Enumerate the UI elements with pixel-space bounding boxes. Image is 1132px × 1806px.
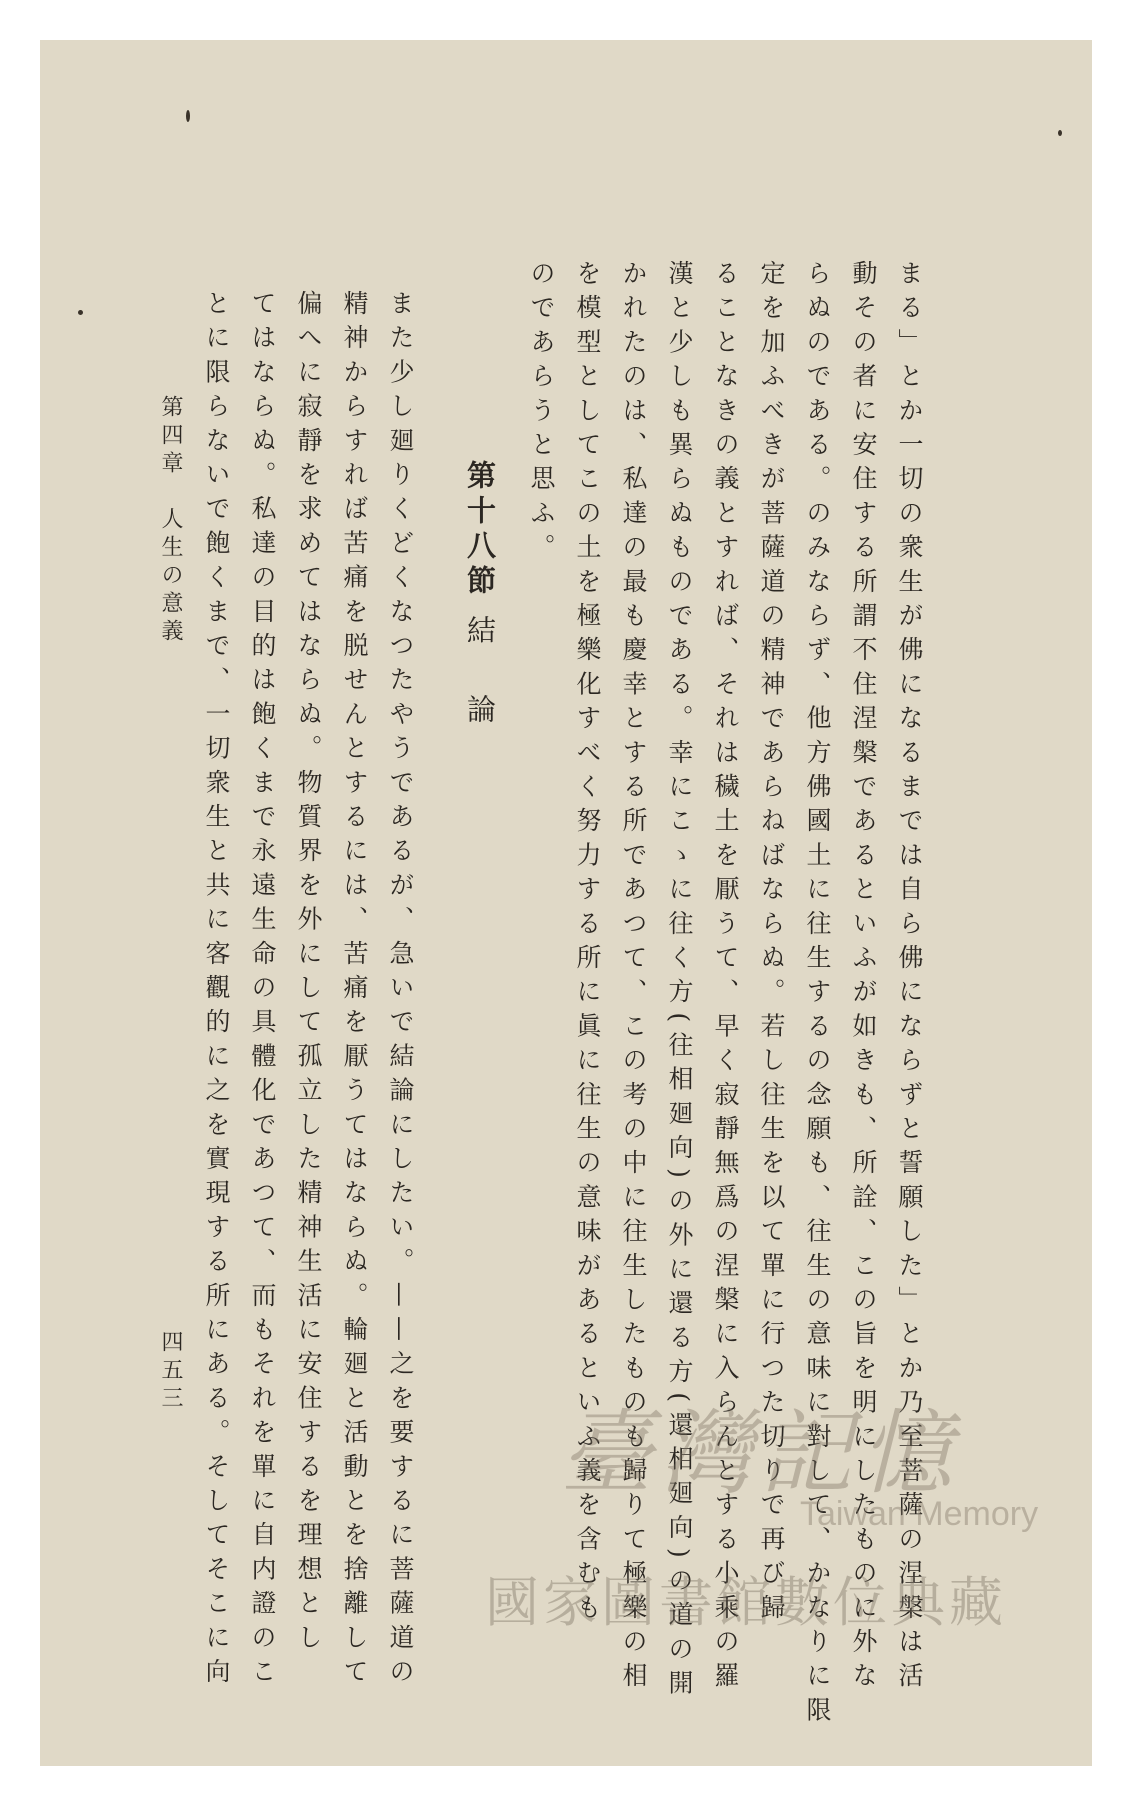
text-column-5: ることなきの義とすれば、それは穢土を厭うて、早く寂靜無爲の涅槃に入らんとする小乘の羅 [711,260,740,1697]
text-column-6: 漢と少しも異らぬものである。幸にこゝに往く方(往相廻向)の外に還る方(還相廻向)の道の開 [665,260,694,1704]
section-heading: 第十八節 [463,460,497,600]
text-column-1: まる」とか一切の衆生が佛になるまでは自ら佛にならずと誓願した」とか乃至菩薩の涅槃は活 [895,260,924,1697]
page-number: 四五三 [158,1330,183,1414]
text-column-10: また少し廻りくどくなつたやうであるが、急いで結論にしたい。——之を要するに菩薩道の [386,290,415,1693]
text-column-11: 精神からすれば苦痛を脱せんとするには、苦痛を厭うてはならぬ。輪廻と活動とを捨離して [340,290,369,1693]
running-footer: 第四章 人生の意義 [158,395,183,647]
scanned-page [40,40,1092,1766]
text-column-3: らぬのである。のみならず、他方佛國土に往生するの念願も、往生の意味に對して、かなりに限 [803,260,832,1731]
section-title: 結論 [463,615,497,773]
text-column-2: 動その者に安住する所謂不住涅槃であるといふが如きも、所詮、この旨を明にしたものに外な [849,260,878,1697]
watermark-logo: 臺灣記憶 [560,1400,961,1507]
watermark-institution: 國家圖書館數位典藏 [485,1573,1007,1633]
scan-speck [186,110,190,122]
text-column-8: を模型としてこの土を極樂化すべく努力する所に眞に往生の意味があるといふ義を含むも [573,260,602,1628]
watermark-english: Taiwan Memory [800,1495,1039,1533]
text-column-13: てはならぬ。私達の目的は飽くまで永遠生命の具體化であつて、而もそれを單に自内證のこ [248,290,277,1693]
text-column-12: 偏へに寂靜を求めてはならぬ。物質界を外にして孤立した精神生活に安住するを理想とし [294,290,323,1658]
scan-speck [78,310,83,315]
text-column-14: とに限らないで飽くまで、一切衆生と共に客觀的に之を實現する所にある。そしてそこに向 [202,290,231,1693]
text-column-9: のであらうと思ふ。 [527,260,556,568]
text-column-4: 定を加ふべきが菩薩道の精神であらねばならぬ。若し往生を以て單に行つた切りで再び歸 [757,260,786,1628]
scan-speck [1058,130,1062,136]
text-column-7: かれたのは、私達の最も慶幸とする所であつて、この考の中に往生したものも歸りて極樂の相 [619,260,648,1697]
